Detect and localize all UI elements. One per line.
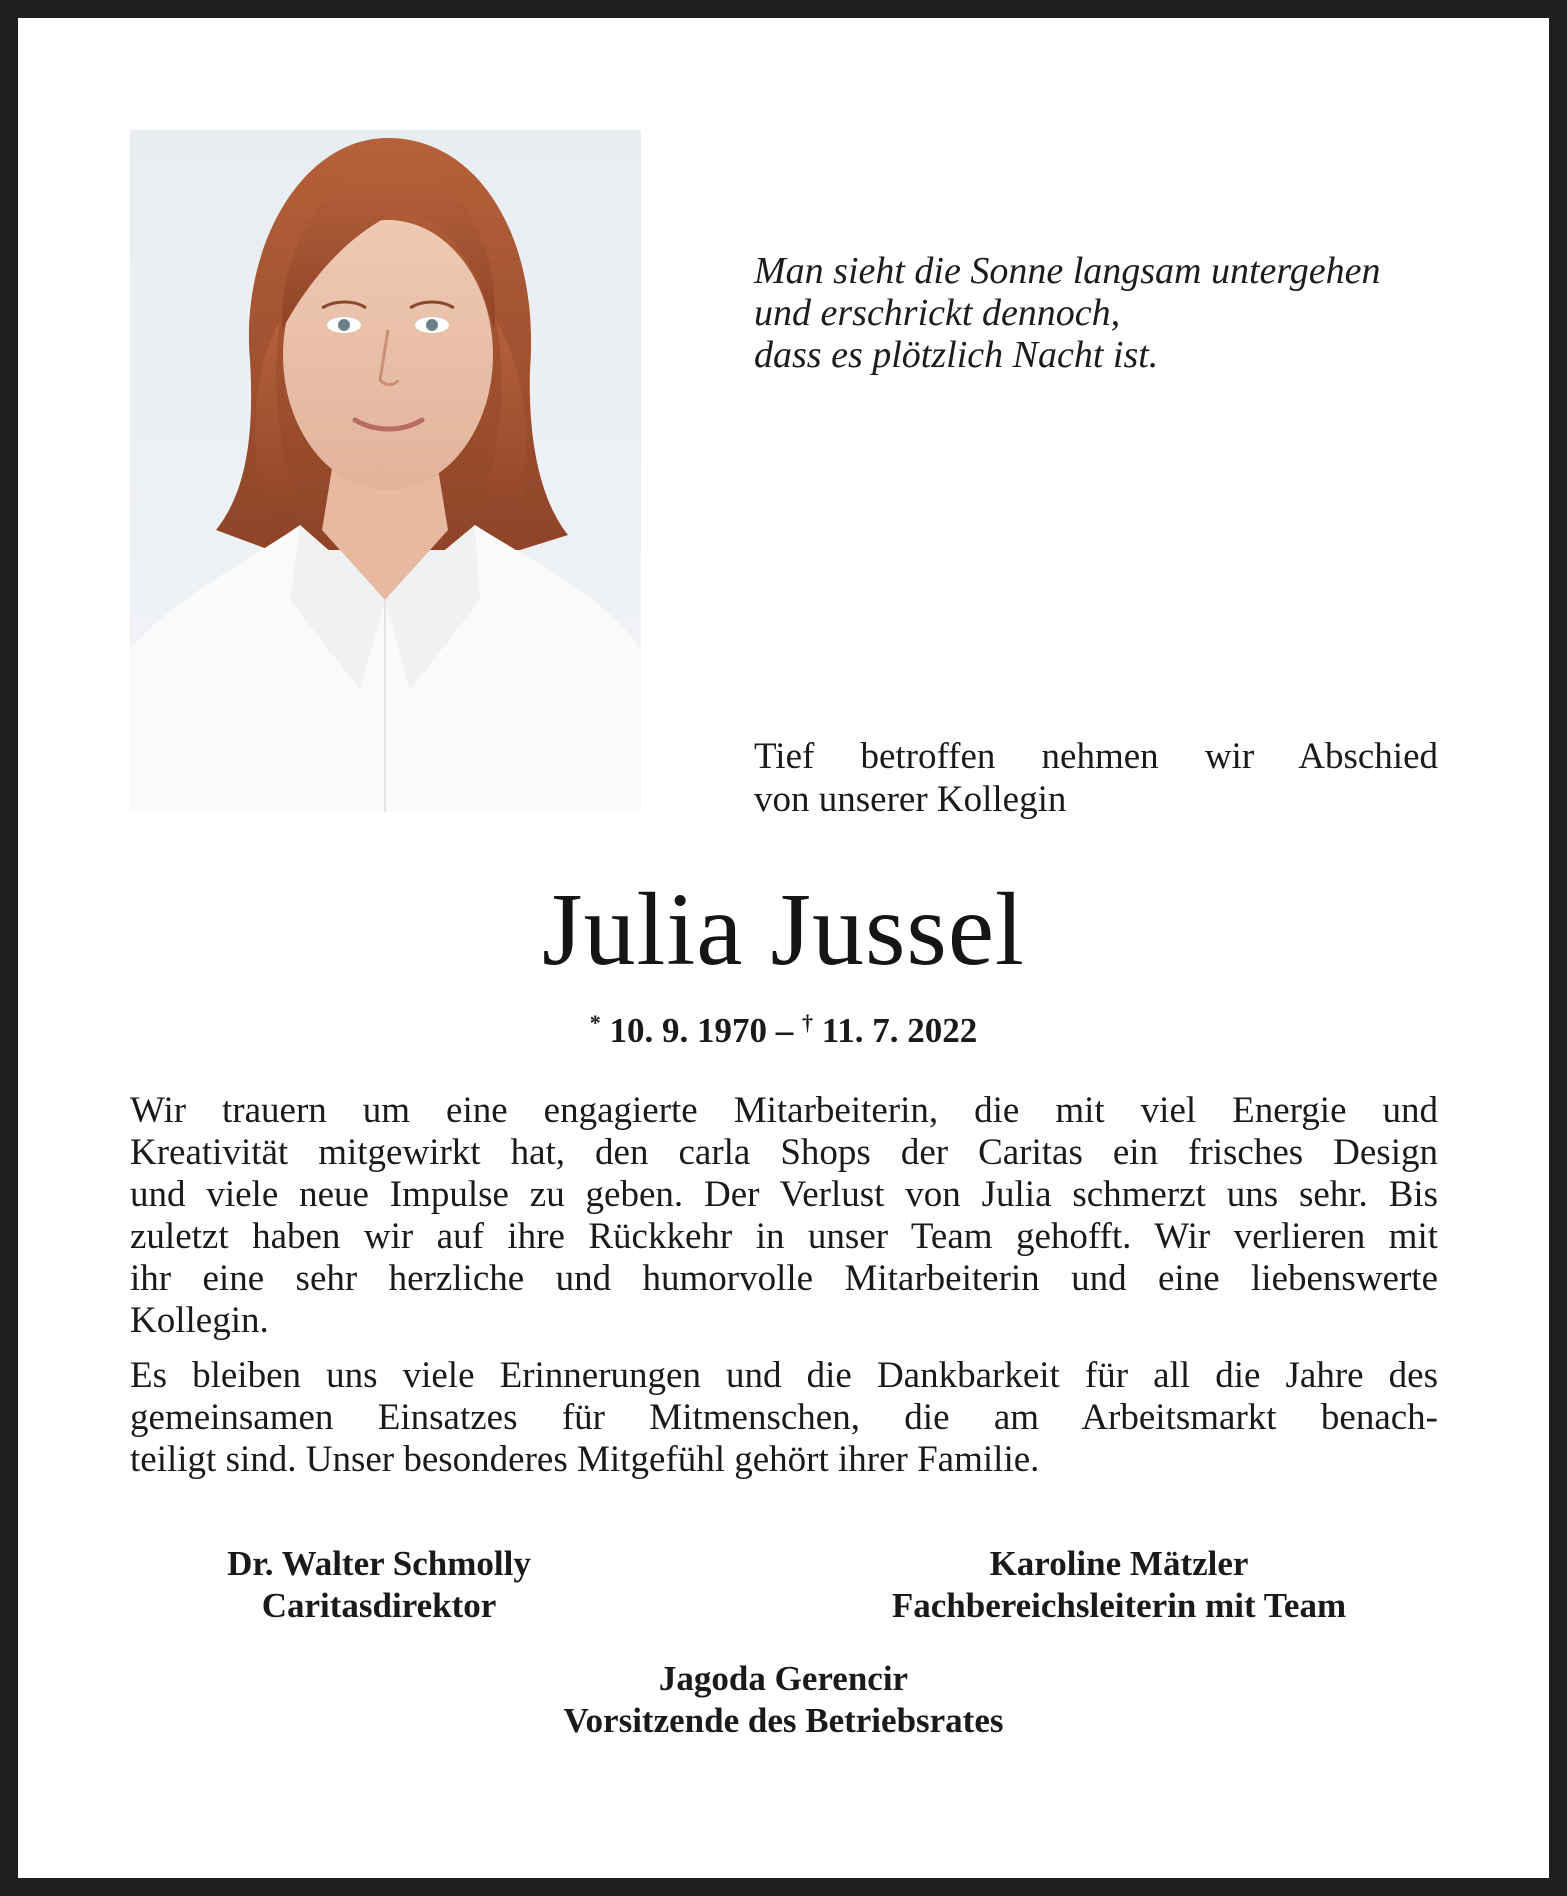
condolence-text	[130, 1090, 1438, 1494]
intro-line: Tief betroffen nehmen wir Abschied	[754, 736, 1438, 777]
life-dates	[18, 1001, 1549, 1053]
text-line: zuletzt haben wir auf ihre Rückkehr in unser Team gehofft. Wir verlieren mit	[130, 1216, 1438, 1257]
signature-department-head	[804, 1543, 1434, 1627]
text-line: und viele neue Impulse zu geben. Der Verlust von Julia schmerzt uns sehr. Bis	[130, 1174, 1438, 1215]
signatory-name: Dr. Walter Schmolly	[227, 1544, 531, 1583]
text-line: ihr eine sehr herzliche und humorvolle Mitarbeiterin und eine liebenswerte	[130, 1258, 1438, 1299]
quote-line: Man sieht die Sonne langsam untergehen	[754, 250, 1381, 292]
signatory-role: Fachbereichsleiterin mit Team	[891, 1586, 1347, 1625]
portrait-photo	[130, 130, 641, 812]
farewell-intro	[754, 735, 1438, 821]
intro-line: von unserer Kollegin	[754, 779, 1067, 820]
signature-works-council	[18, 1658, 1549, 1742]
text-line: teiligt sind. Unser besonderes Mitgefühl gehört ihrer Familie.	[130, 1439, 1040, 1480]
text-line: gemeinsamen Einsatzes für Mitmenschen, die am Arbeitsmarkt benach-	[130, 1397, 1438, 1438]
poem-quote	[754, 250, 1474, 376]
paragraph-2	[130, 1355, 1438, 1481]
birth-date: 10. 9. 1970	[609, 1011, 767, 1050]
signature-director	[130, 1543, 628, 1627]
text-line: Kreativität mitgewirkt hat, den carla Shops der Caritas ein frisches Design	[130, 1132, 1438, 1173]
signatory-name: Karoline Mätzler	[989, 1544, 1249, 1583]
birth-star-icon: *	[589, 1010, 601, 1035]
deceased-name: Julia Jussel	[542, 872, 1025, 987]
death-date: 11. 7. 2022	[821, 1011, 978, 1050]
signatory-name: Jagoda Gerencir	[658, 1659, 909, 1698]
obituary-notice	[18, 18, 1549, 1878]
quote-line: dass es plötzlich Nacht ist.	[754, 334, 1159, 376]
death-cross-icon: †	[801, 1010, 813, 1035]
date-separator: –	[775, 1011, 794, 1050]
text-line: Es bleiben uns viele Erinnerungen und die Dankbarkeit für all die Jahre des	[130, 1355, 1438, 1396]
signatory-role: Vorsitzende des Betriebsrates	[563, 1701, 1004, 1740]
portrait-illustration	[130, 130, 641, 812]
text-line: Wir trauern um eine engagierte Mitarbeiterin, die mit viel Energie und	[130, 1090, 1438, 1131]
paragraph-1	[130, 1090, 1438, 1342]
quote-line: und erschrickt dennoch,	[754, 292, 1121, 334]
text-line: Kollegin.	[130, 1300, 269, 1341]
signatory-role: Caritasdirektor	[261, 1586, 497, 1625]
